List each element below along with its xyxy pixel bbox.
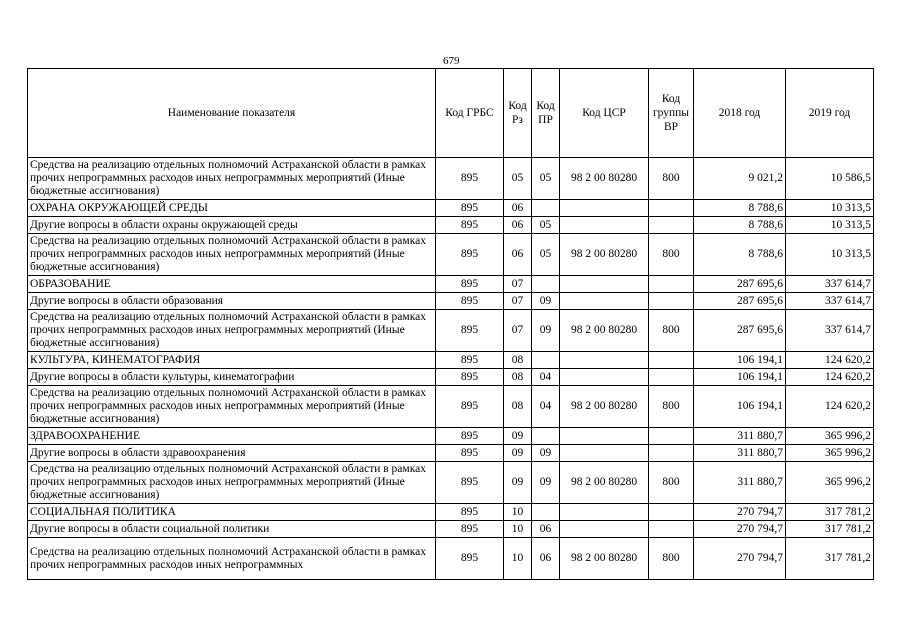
row-rz: 09 [504,445,532,462]
row-value-2018: 287 695,6 [694,310,786,352]
row-vr [649,352,694,369]
table-row [28,310,874,352]
row-vr [649,369,694,386]
row-rz: 10 [504,504,532,521]
row-vr [649,428,694,445]
row-name: Другие вопросы в области культуры, кинематографии [28,369,436,386]
row-grbs: 895 [436,521,504,538]
table-row [28,293,874,310]
row-value-2018: 287 695,6 [694,293,786,310]
row-pr: 09 [532,310,560,352]
row-rz: 07 [504,276,532,293]
row-value-2018: 8 788,6 [694,200,786,217]
row-name: ОБРАЗОВАНИЕ [28,276,436,293]
table-row [28,462,874,504]
row-vr [649,293,694,310]
row-rz: 09 [504,462,532,504]
row-vr [649,504,694,521]
row-pr: 04 [532,386,560,428]
row-grbs: 895 [436,217,504,234]
row-grbs: 895 [436,352,504,369]
row-csr [560,521,649,538]
row-value-2019: 365 996,2 [786,428,874,445]
table-row [28,200,874,217]
row-value-2018: 311 880,7 [694,445,786,462]
row-name: Другие вопросы в области здравоохранения [28,445,436,462]
row-value-2018: 287 695,6 [694,276,786,293]
row-rz: 05 [504,158,532,200]
row-name: Средства на реализацию отдельных полномочий Астраханской области в рамках прочих непрограммных расходов иных непрограммных мероприятий (Иные бюджетные ассигнования) [28,386,436,428]
header-2019: 2019 год [786,69,874,158]
row-grbs: 895 [436,200,504,217]
row-rz: 10 [504,521,532,538]
row-value-2019: 365 996,2 [786,445,874,462]
header-grbs: Код ГРБС [436,69,504,158]
row-pr: 05 [532,158,560,200]
table-row [28,538,874,580]
row-pr: 04 [532,369,560,386]
row-rz: 10 [504,538,532,580]
row-value-2019: 337 614,7 [786,293,874,310]
table-row [28,445,874,462]
row-csr [560,200,649,217]
table-row [28,276,874,293]
row-csr: 98 2 00 80280 [560,234,649,276]
row-pr: 06 [532,521,560,538]
row-pr [532,428,560,445]
row-name: КУЛЬТУРА, КИНЕМАТОГРАФИЯ [28,352,436,369]
row-csr: 98 2 00 80280 [560,158,649,200]
table-row [28,504,874,521]
row-value-2019: 10 313,5 [786,234,874,276]
row-name: ЗДРАВООХРАНЕНИЕ [28,428,436,445]
row-value-2018: 270 794,7 [694,521,786,538]
row-value-2019: 10 313,5 [786,200,874,217]
row-value-2018: 311 880,7 [694,428,786,445]
row-name: Средства на реализацию отдельных полномочий Астраханской области в рамках прочих непрограммных расходов иных непрограммных мероприятий (Иные бюджетные ассигнования) [28,310,436,352]
row-value-2018: 270 794,7 [694,538,786,580]
row-pr [532,276,560,293]
row-rz: 06 [504,234,532,276]
header-pr: Код ПР [532,69,560,158]
row-grbs: 895 [436,369,504,386]
row-csr [560,217,649,234]
row-pr [532,352,560,369]
table-row [28,352,874,369]
row-value-2018: 311 880,7 [694,462,786,504]
row-vr [649,445,694,462]
row-grbs: 895 [436,234,504,276]
row-grbs: 895 [436,276,504,293]
row-pr: 09 [532,293,560,310]
page-number: 679 [443,55,460,67]
row-rz: 08 [504,352,532,369]
row-name: Другие вопросы в области социальной политики [28,521,436,538]
row-name: Средства на реализацию отдельных полномочий Астраханской области в рамках прочих непрограммных расходов иных непрограммных мероприятий (Иные бюджетные ассигнования) [28,462,436,504]
row-value-2018: 8 788,6 [694,234,786,276]
row-csr [560,504,649,521]
row-value-2019: 124 620,2 [786,352,874,369]
row-grbs: 895 [436,386,504,428]
row-csr [560,445,649,462]
row-value-2018: 106 194,1 [694,352,786,369]
row-value-2019: 365 996,2 [786,462,874,504]
row-name: Другие вопросы в области образования [28,293,436,310]
table-row [28,234,874,276]
row-value-2019: 124 620,2 [786,386,874,428]
row-grbs: 895 [436,293,504,310]
row-csr: 98 2 00 80280 [560,462,649,504]
table-row [28,369,874,386]
row-rz: 08 [504,386,532,428]
row-vr [649,200,694,217]
table-row [28,386,874,428]
header-2018: 2018 год [694,69,786,158]
header-name: Наименование показателя [28,69,436,158]
table-row [28,217,874,234]
row-rz: 06 [504,200,532,217]
row-vr: 800 [649,386,694,428]
row-grbs: 895 [436,310,504,352]
row-rz: 07 [504,310,532,352]
table-row [28,428,874,445]
row-csr [560,293,649,310]
row-csr [560,428,649,445]
row-vr [649,276,694,293]
row-name: Средства на реализацию отдельных полномочий Астраханской области в рамках прочих непрограммных расходов иных непрограммных [28,538,436,580]
row-value-2019: 317 781,2 [786,521,874,538]
row-pr: 05 [532,234,560,276]
header-rz: Код Рз [504,69,532,158]
row-vr: 800 [649,234,694,276]
row-rz: 07 [504,293,532,310]
row-rz: 06 [504,217,532,234]
row-value-2019: 317 781,2 [786,538,874,580]
row-value-2019: 317 781,2 [786,504,874,521]
row-csr [560,276,649,293]
row-grbs: 895 [436,158,504,200]
row-name: Другие вопросы в области охраны окружающей среды [28,217,436,234]
row-csr: 98 2 00 80280 [560,310,649,352]
row-vr: 800 [649,158,694,200]
row-name: ОХРАНА ОКРУЖАЮЩЕЙ СРЕДЫ [28,200,436,217]
row-name: СОЦИАЛЬНАЯ ПОЛИТИКА [28,504,436,521]
row-pr [532,200,560,217]
row-vr [649,521,694,538]
row-vr [649,217,694,234]
header-vr: Код группы ВР [649,69,694,158]
table-row [28,521,874,538]
row-vr: 800 [649,538,694,580]
header-csr: Код ЦСР [560,69,649,158]
row-name: Средства на реализацию отдельных полномочий Астраханской области в рамках прочих непрограммных расходов иных непрограммных мероприятий (Иные бюджетные ассигнования) [28,234,436,276]
row-name: Средства на реализацию отдельных полномочий Астраханской области в рамках прочих непрограммных расходов иных непрограммных мероприятий (Иные бюджетные ассигнования) [28,158,436,200]
row-pr: 06 [532,538,560,580]
table-header-row [28,69,874,158]
row-pr: 05 [532,217,560,234]
row-value-2018: 106 194,1 [694,386,786,428]
row-value-2018: 9 021,2 [694,158,786,200]
row-csr: 98 2 00 80280 [560,538,649,580]
row-vr: 800 [649,310,694,352]
row-value-2018: 270 794,7 [694,504,786,521]
row-rz: 08 [504,369,532,386]
row-value-2019: 337 614,7 [786,276,874,293]
row-rz: 09 [504,428,532,445]
row-value-2019: 10 313,5 [786,217,874,234]
row-value-2019: 337 614,7 [786,310,874,352]
row-grbs: 895 [436,504,504,521]
row-pr [532,504,560,521]
row-vr: 800 [649,462,694,504]
row-value-2018: 8 788,6 [694,217,786,234]
row-grbs: 895 [436,428,504,445]
row-value-2018: 106 194,1 [694,369,786,386]
row-grbs: 895 [436,462,504,504]
table-row [28,158,874,200]
row-csr: 98 2 00 80280 [560,386,649,428]
row-pr: 09 [532,445,560,462]
budget-table [27,68,874,580]
row-grbs: 895 [436,538,504,580]
row-csr [560,352,649,369]
row-pr: 09 [532,462,560,504]
row-value-2019: 124 620,2 [786,369,874,386]
row-grbs: 895 [436,445,504,462]
row-value-2019: 10 586,5 [786,158,874,200]
row-csr [560,369,649,386]
